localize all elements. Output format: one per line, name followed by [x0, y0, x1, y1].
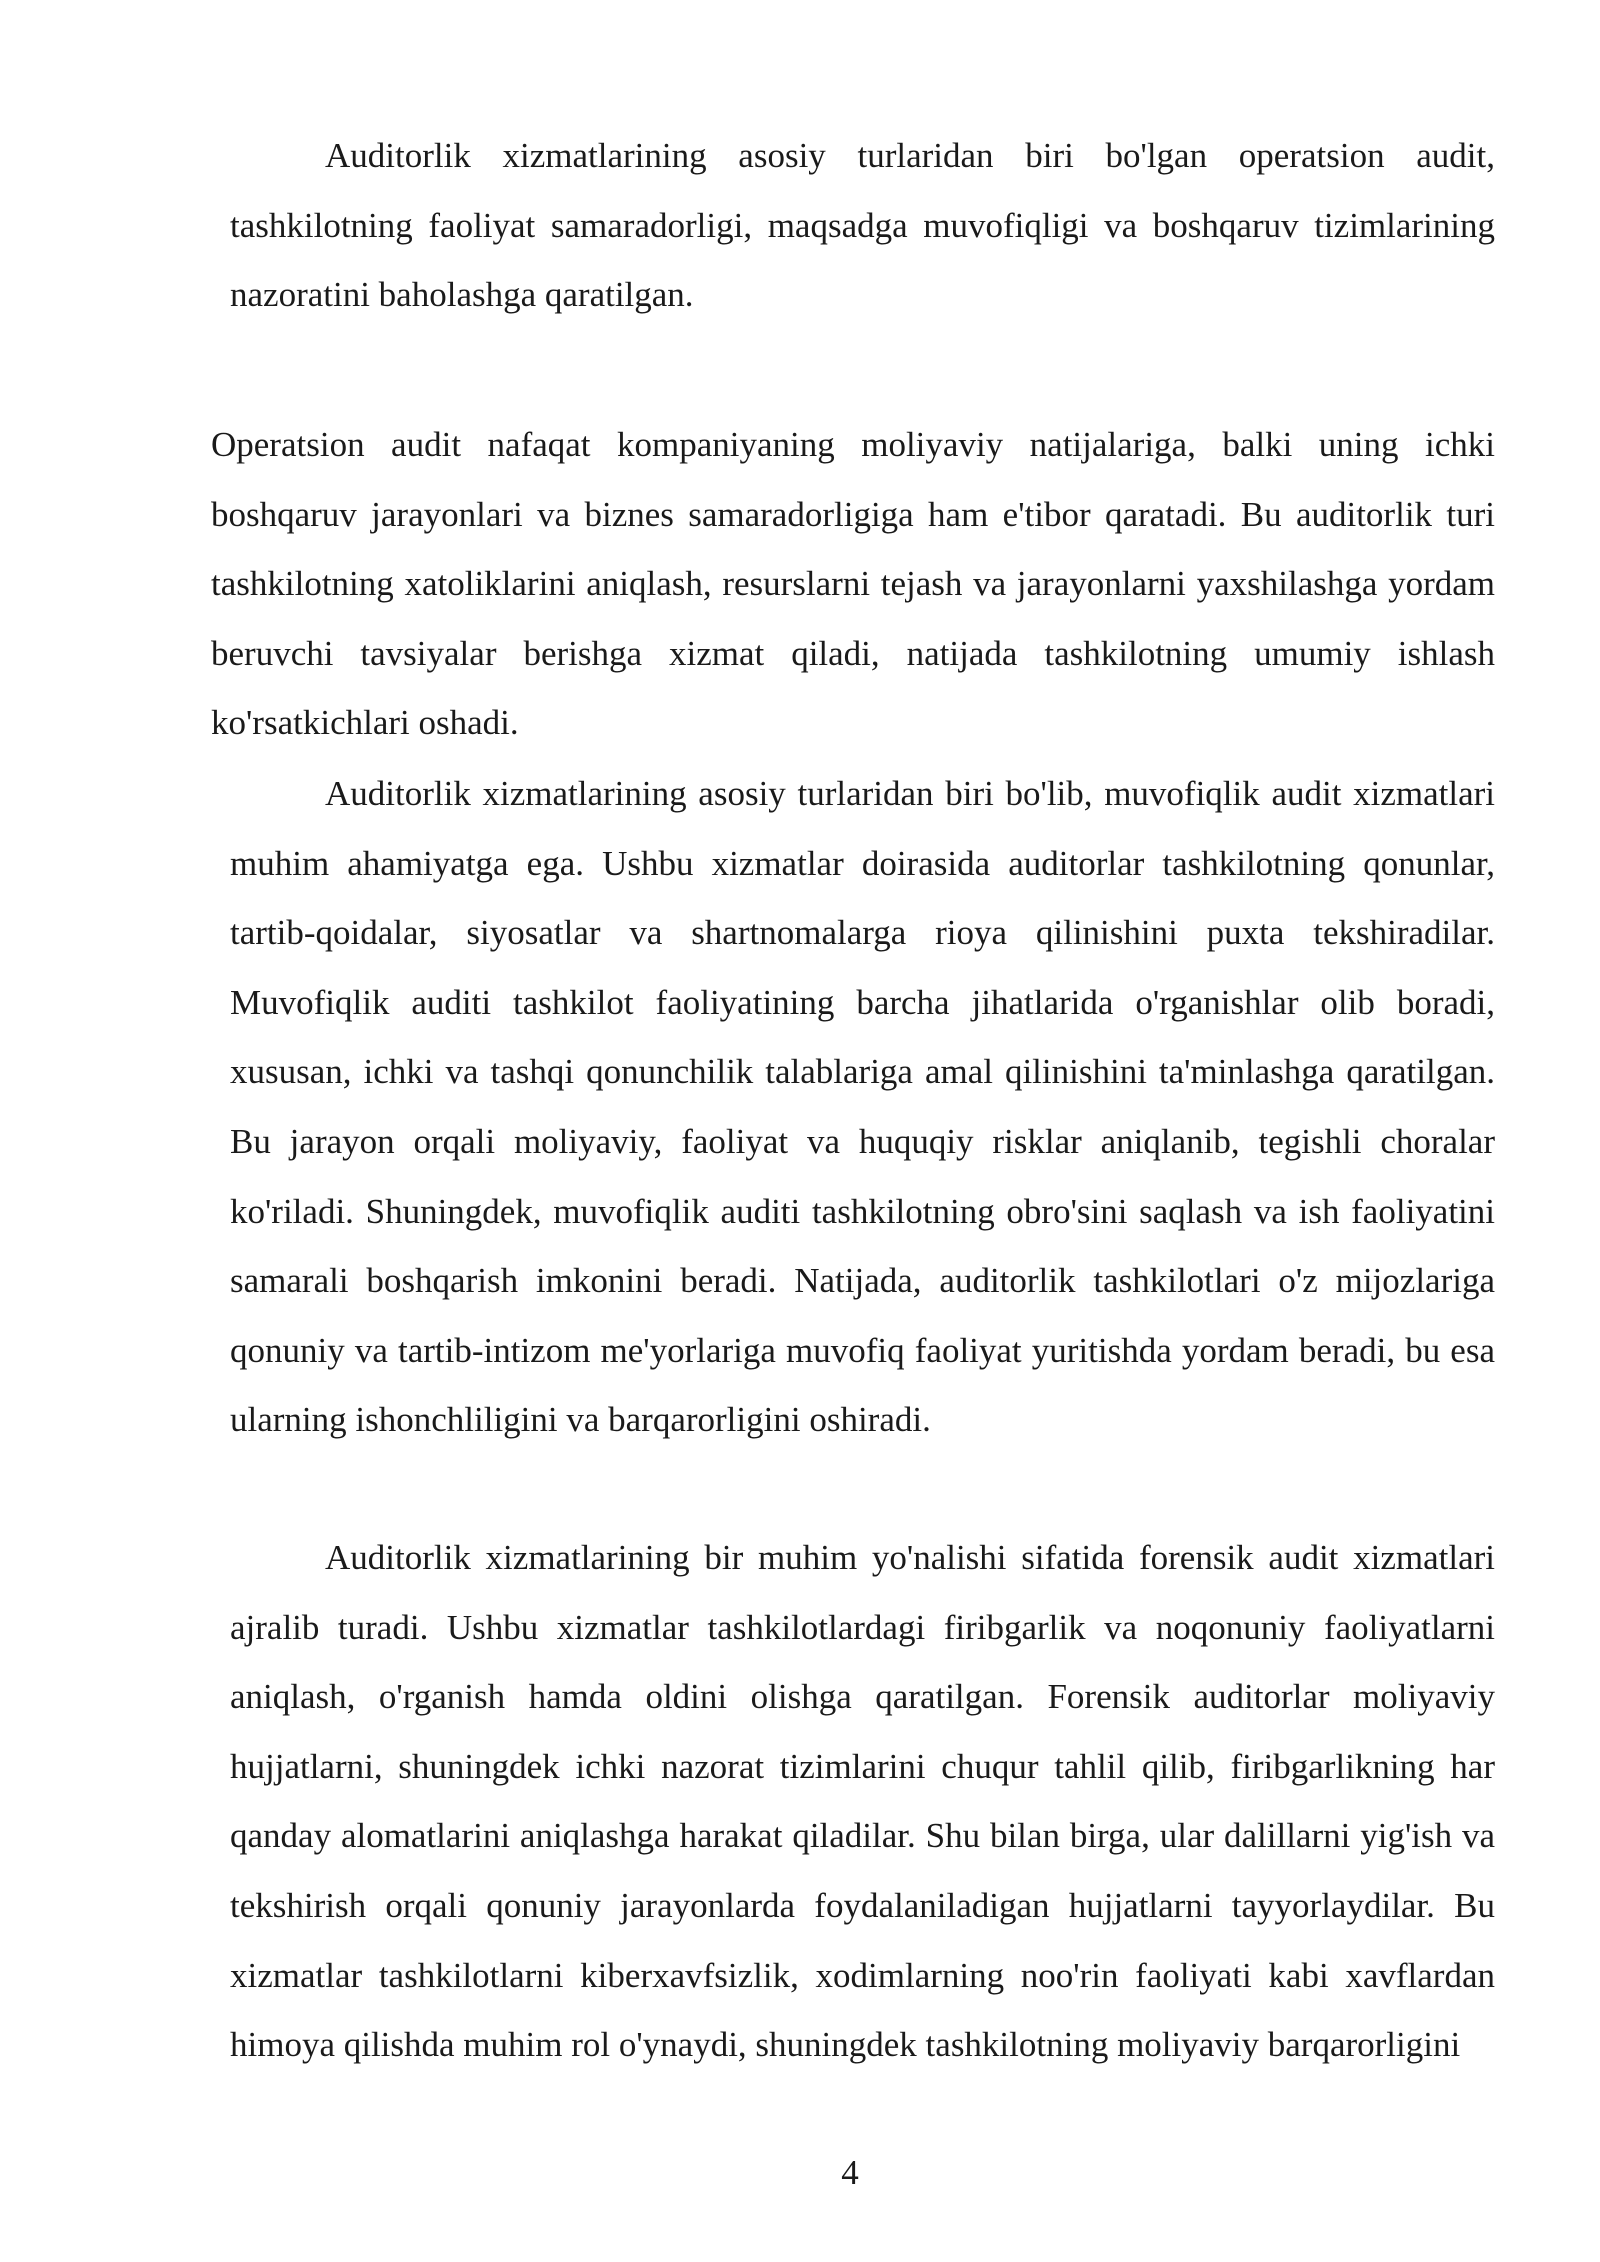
paragraph-operational-audit: Auditorlik xizmatlarining asosiy turlaridan biri bo'lgan operatsion audit, tashkilotning faoliyat samaradorligi, maqsadga muvofiqligi va boshqaruv tizimlarining nazoratini baholashga qaratilgan.: [230, 136, 1495, 315]
paragraph-operational-audit-details: Operatsion audit nafaqat kompaniyaning moliyaviy natijalariga, balki uning ichki boshqaruv jarayonlari va biznes samaradorligiga ham e'tibor qaratadi. Bu auditorlik turi tashkilotning xatoliklarini aniqlash, resurslarni tejash va jarayonlarni yaxshilashga yordam beruvchi tavsiyalar berishga xizmat qiladi, natijada tashkilotning umumiy ishlash ko'rsatkichlari oshadi.: [211, 425, 1495, 743]
page-number: 4: [841, 2153, 859, 2192]
paragraph-compliance-audit: Auditorlik xizmatlarining asosiy turlaridan biri bo'lib, muvofiqlik audit xizmatlari muhim ahamiyatga ega. Ushbu xizmatlar doirasida auditorlar tashkilotning qonunlar, tartib-qoidalar, siyosatlar va shartnomalarga rioya qilinishini puxta tekshiradilar. Muvofiqlik auditi tashkilot faoliyatining barcha jihatlarida o'rganishlar olib boradi, xususan, ichki va tashqi qonunchilik talablariga amal qilinishini ta'minlashga qaratilgan. Bu jarayon orqali moliyaviy, faoliyat va huquqiy risklar aniqlanib, tegishli choralar ko'riladi. Shuningdek, muvofiqlik auditi tashkilotning obro'sini saqlash va ish faoliyatini samarali boshqarish imkonini beradi. Natijada, auditorlik tashkilotlari o'z mijozlariga qonuniy va tartib-intizom me'yorlariga muvofiq faoliyat yuritishda yordam beradi, bu esa ularning ishonchliligini va barqarorligini oshiradi.: [230, 774, 1495, 1440]
paragraph-forensic-audit: Auditorlik xizmatlarining bir muhim yo'nalishi sifatida forensik audit xizmatlari ajralib turadi. Ushbu xizmatlar tashkilotlardagi firibgarlik va noqonuniy faoliyatlarni aniqlash, o'rganish hamda oldini olishga qaratilgan. Forensik auditorlar moliyaviy hujjatlarni, shuningdek ichki nazorat tizimlarini chuqur tahlil qilib, firibgarlikning har qanday alomatlarini aniqlashga harakat qiladilar. Shu bilan birga, ular dalillarni yig'ish va tekshirish orqali qonuniy jarayonlarda foydalaniladigan hujjatlarni tayyorlaydilar. Bu xizmatlar tashkilotlarni kiberxavfsizlik, xodimlarning noo'rin faoliyati kabi xavflardan himoya qilishda muhim rol o'ynaydi, shuningdek tashkilotning moliyaviy barqarorligini: [230, 1538, 1495, 2065]
